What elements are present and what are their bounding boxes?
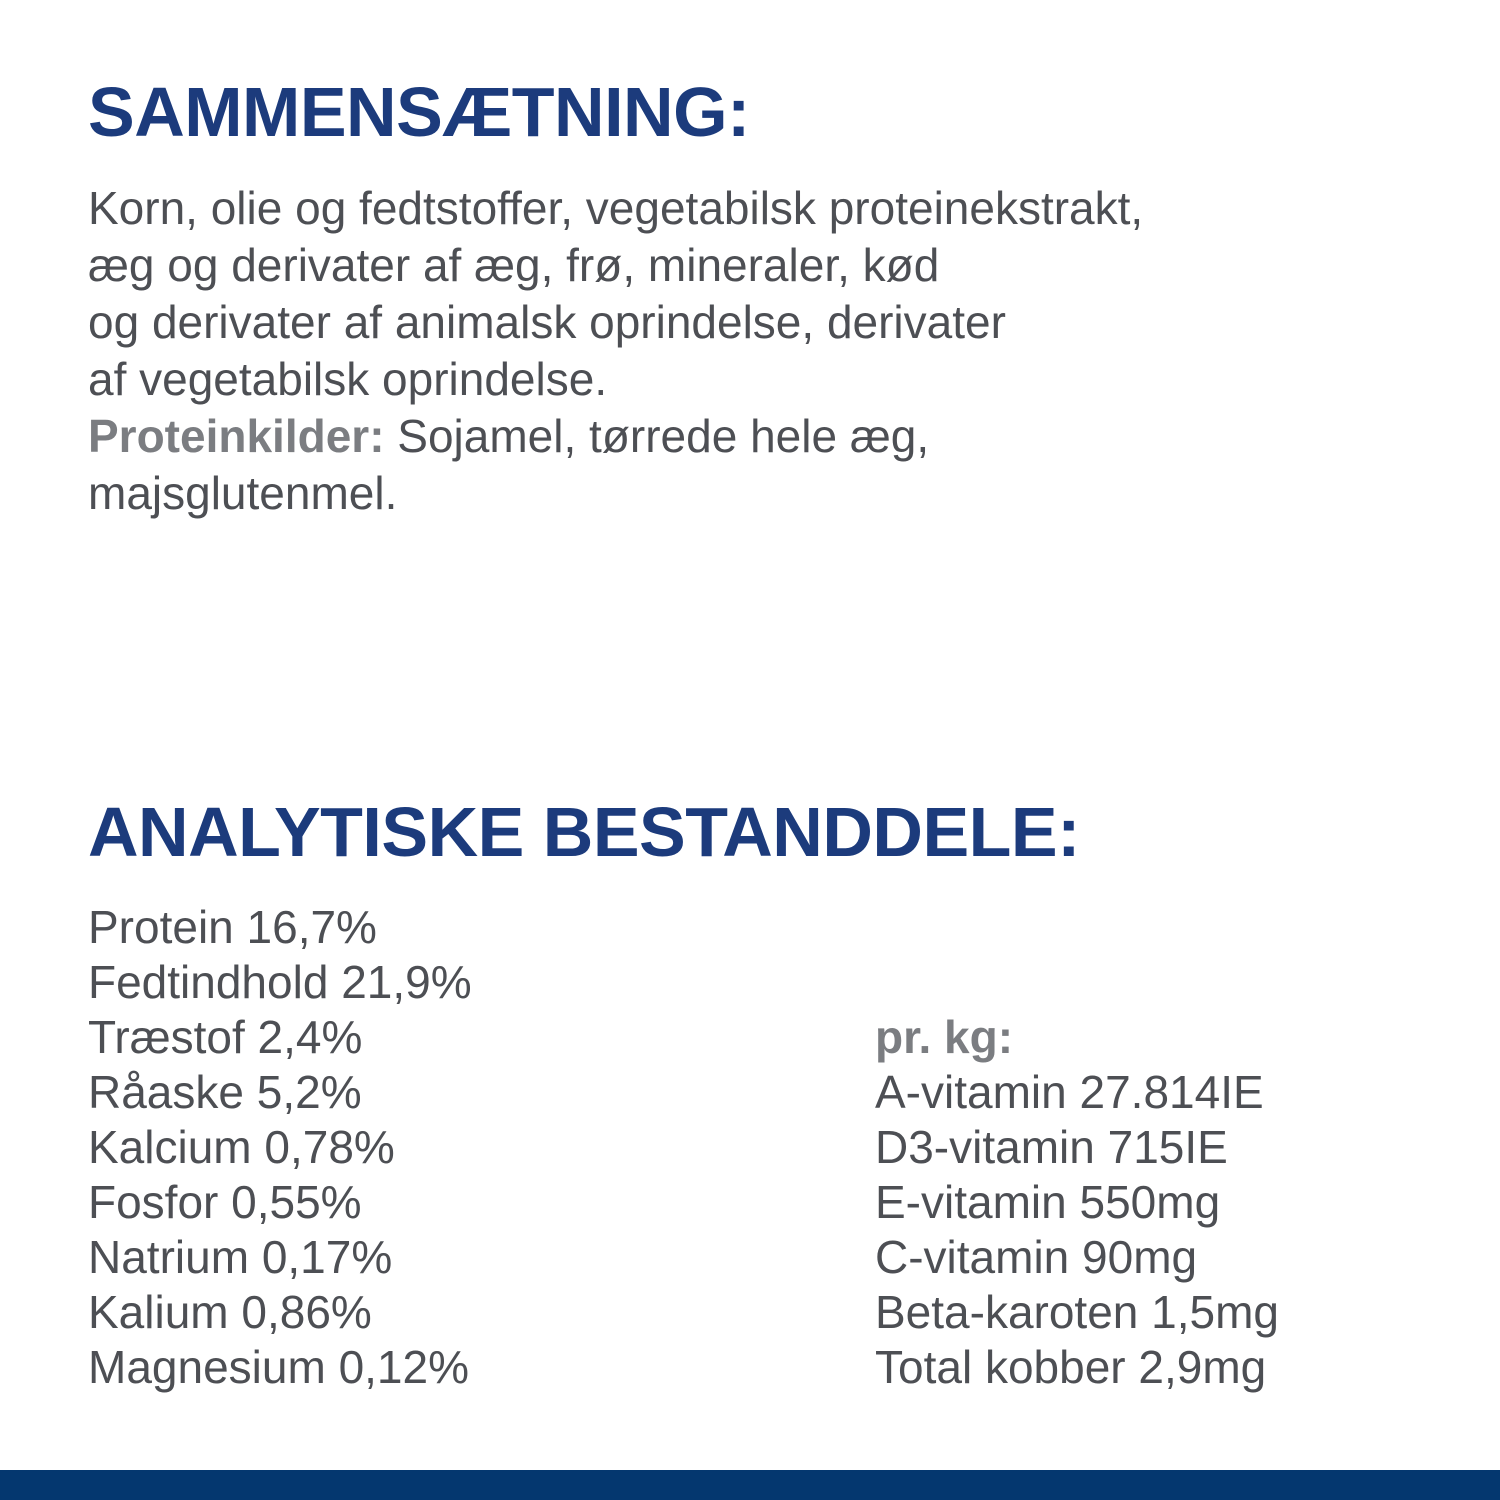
protein-sources-line-2: majsglutenmel.: [88, 467, 398, 519]
composition-heading: SAMMENSÆTNING:: [88, 73, 750, 151]
nutrient-value: 0,86%: [241, 1286, 372, 1338]
nutrient-row: [88, 1175, 472, 1230]
per-kg-item-name: E-vitamin: [875, 1176, 1067, 1228]
per-kg-row: [875, 1230, 1279, 1285]
per-kg-list: [875, 1065, 1279, 1395]
per-kg-item-value: 90mg: [1082, 1231, 1198, 1283]
nutrient-value: 0,12%: [338, 1341, 469, 1393]
per-kg-item-name: Total kobber: [875, 1341, 1126, 1393]
nutrient-row: [88, 955, 472, 1010]
per-kg-item-value: 27.814IE: [1079, 1066, 1264, 1118]
nutrient-row: [88, 1230, 472, 1285]
per-kg-item-value: 2,9mg: [1138, 1341, 1267, 1393]
nutrient-value: 2,4%: [257, 1011, 363, 1063]
nutrient-row: [88, 1285, 472, 1340]
composition-line: æg og derivater af æg, frø, mineraler, kød: [88, 239, 940, 291]
nutrient-row: [88, 900, 472, 955]
per-kg-item-value: 550mg: [1079, 1176, 1221, 1228]
nutrient-value: 21,9%: [341, 956, 472, 1008]
composition-line: af vegetabilsk oprindelse.: [88, 353, 608, 405]
nutrient-name: Træstof: [88, 1011, 245, 1063]
nutrient-name: Kalium: [88, 1286, 229, 1338]
footer-accent-bar: [0, 1470, 1500, 1500]
per-kg-item-name: D3-vitamin: [875, 1121, 1095, 1173]
per-kg-row: [875, 1285, 1279, 1340]
nutrient-value: 0,17%: [261, 1231, 393, 1283]
per-kg-row: [875, 1065, 1279, 1120]
protein-sources-line: [88, 408, 1448, 465]
nutrient-name: Protein: [88, 901, 234, 953]
nutrient-name: Fosfor: [88, 1176, 219, 1228]
protein-sources-text: Sojamel, tørrede hele æg,: [397, 410, 930, 462]
nutrient-list: [88, 900, 472, 1395]
composition-line-list: [88, 180, 1448, 408]
nutrient-row: [88, 1120, 472, 1175]
nutrient-name: Kalcium: [88, 1121, 252, 1173]
per-kg-item-name: C-vitamin: [875, 1231, 1070, 1283]
nutrient-value: 0,78%: [264, 1121, 395, 1173]
per-kg-item-value: 715IE: [1107, 1121, 1228, 1173]
nutrient-name: Råaske: [88, 1066, 244, 1118]
protein-sources-label: Proteinkilder:: [88, 410, 385, 462]
nutrient-row: [88, 1010, 472, 1065]
nutrient-value: 0,55%: [231, 1176, 362, 1228]
per-kg-row: [875, 1340, 1279, 1395]
nutrient-name: Fedtindhold: [88, 956, 329, 1008]
analysis-heading: ANALYTISKE BESTANDDELE:: [88, 793, 1080, 871]
nutrient-value: 5,2%: [256, 1066, 362, 1118]
nutrient-name: Magnesium: [88, 1341, 326, 1393]
per-kg-item-value: 1,5mg: [1151, 1286, 1280, 1338]
per-kg-row: [875, 1120, 1279, 1175]
per-kg-label: pr. kg:: [875, 1011, 1014, 1063]
composition-line: og derivater af animalsk oprindelse, derivater: [88, 296, 1006, 348]
per-kg-row: [875, 1175, 1279, 1230]
nutrient-name: Natrium: [88, 1231, 250, 1283]
composition-paragraph: [88, 180, 1448, 522]
nutrient-row: [88, 1065, 472, 1120]
per-kg-item-name: A-vitamin: [875, 1066, 1067, 1118]
nutrient-value: 16,7%: [246, 901, 377, 953]
per-kg-block: [875, 1010, 1279, 1395]
nutrient-row: [88, 1340, 472, 1395]
composition-line: Korn, olie og fedtstoffer, vegetabilsk proteinekstrakt,: [88, 182, 1144, 234]
per-kg-item-name: Beta-karoten: [875, 1286, 1139, 1338]
